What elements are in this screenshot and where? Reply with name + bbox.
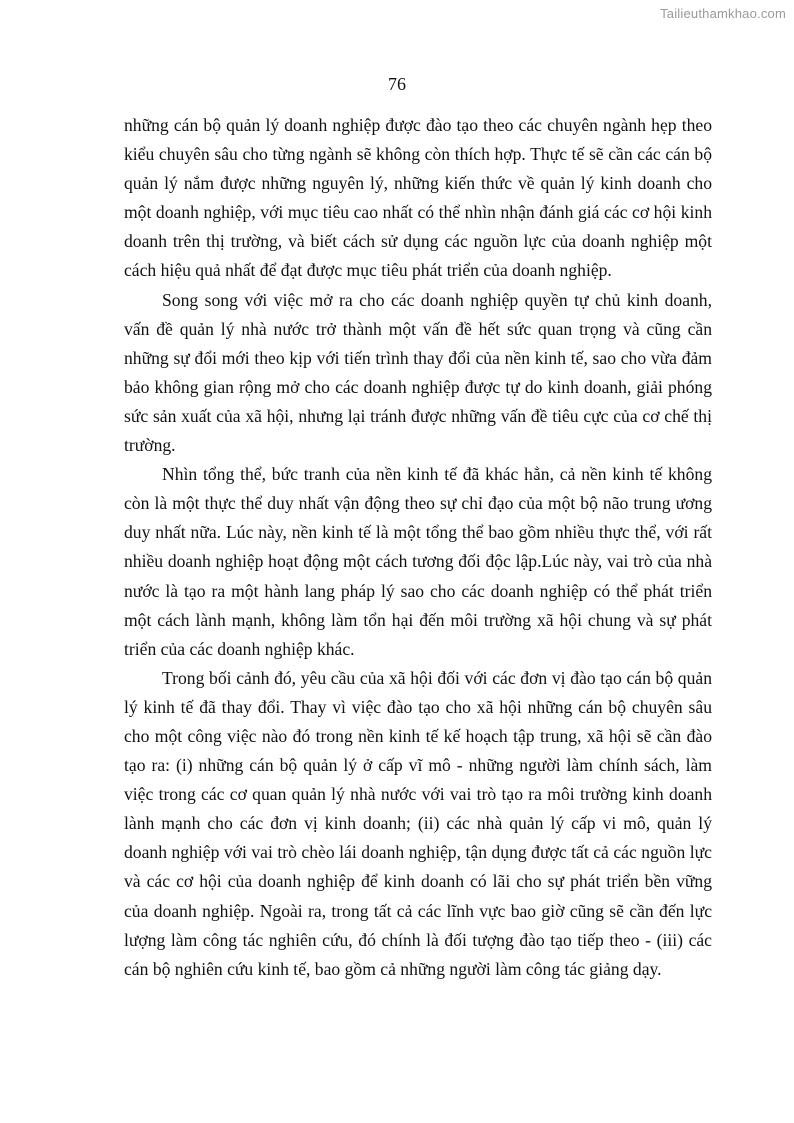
paragraph-continuation: những cán bộ quản lý doanh nghiệp được đào tạo theo các chuyên ngành hẹp theo kiểu chuyên sâu cho từng ngành sẽ không còn thích hợp. Thực tế sẽ cần các cán bộ quản lý nắm được những nguyên lý, những kiến thức về quản lý kinh doanh cho một doanh nghiệp, với mục tiêu cao nhất có thể nhìn nhận đánh giá các cơ hội kinh doanh trên thị trường, và biết cách sử dụng các nguồn lực của doanh nghiệp một cách hiệu quả nhất để đạt được mục tiêu phát triển của doanh nghiệp. (124, 115, 712, 281)
paragraph-training-requirements: Trong bối cảnh đó, yêu cầu của xã hội đối với các đơn vị đào tạo cán bộ quản lý kinh tế đã thay đổi. Thay vì việc đào tạo cho xã hội những cán bộ chuyên sâu cho một công việc nào đó trong nền kinh tế kế hoạch tập trung, xã hội sẽ cần đào tạo ra: (i) những cán bộ quản lý ở cấp vĩ mô - những người làm chính sách, làm việc trong các cơ quan quản lý nhà nước với vai trò tạo ra môi trường kinh doanh lành mạnh cho các đơn vị kinh doanh; (ii) các nhà quản lý cấp vi mô, quản lý doanh nghiệp với vai trò chèo lái doanh nghiệp, tận dụng được tất cả các nguồn lực và các cơ hội của doanh nghiệp để kinh doanh có lãi cho sự phát triển bền vững của doanh nghiệp. Ngoài ra, trong tất cả các lĩnh vực bao giờ cũng sẽ cần đến lực lượng làm công tác nghiên cứu, đó chính là đối tượng đào tạo tiếp theo - (iii) các cán bộ nghiên cứu kinh tế, bao gồm cả những người làm công tác giảng dạy. (124, 667, 712, 979)
watermark: Tailieuthamkhao.com (660, 6, 786, 21)
paragraph-state-management: Song song với việc mở ra cho các doanh nghiệp quyền tự chủ kinh doanh, vấn đề quản lý nhà nước trở thành một vấn đề hết sức quan trọng và cũng cần những sự đổi mới theo kịp với tiến trình thay đổi của nền kinh tế, sao cho vừa đảm bảo không gian rộng mở cho các doanh nghiệp được tự do kinh doanh, giải phóng sức sản xuất của xã hội, nhưng lại tránh được những vấn đề tiêu cực của cơ chế thị trường. (124, 289, 712, 456)
paragraph-economy-overview: Nhìn tổng thể, bức tranh của nền kinh tế đã khác hẳn, cả nền kinh tế không còn là một thực thể duy nhất vận động theo sự chỉ đạo của một bộ não trung ương duy nhất nữa. Lúc này, nền kinh tế là một tổng thể bao gồm nhiều thực thể, với rất nhiều doanh nghiệp hoạt động một cách tương đối độc lập.Lúc này, vai trò của nhà nước là tạo ra một hành lang pháp lý sao cho các doanh nghiệp có thể phát triển một cách lành mạnh, không làm tổn hại đến môi trường xã hội chung và sự phát triển của các doanh nghiệp khác. (124, 464, 712, 659)
page-number: 76 (388, 74, 406, 94)
document-body (124, 111, 712, 984)
